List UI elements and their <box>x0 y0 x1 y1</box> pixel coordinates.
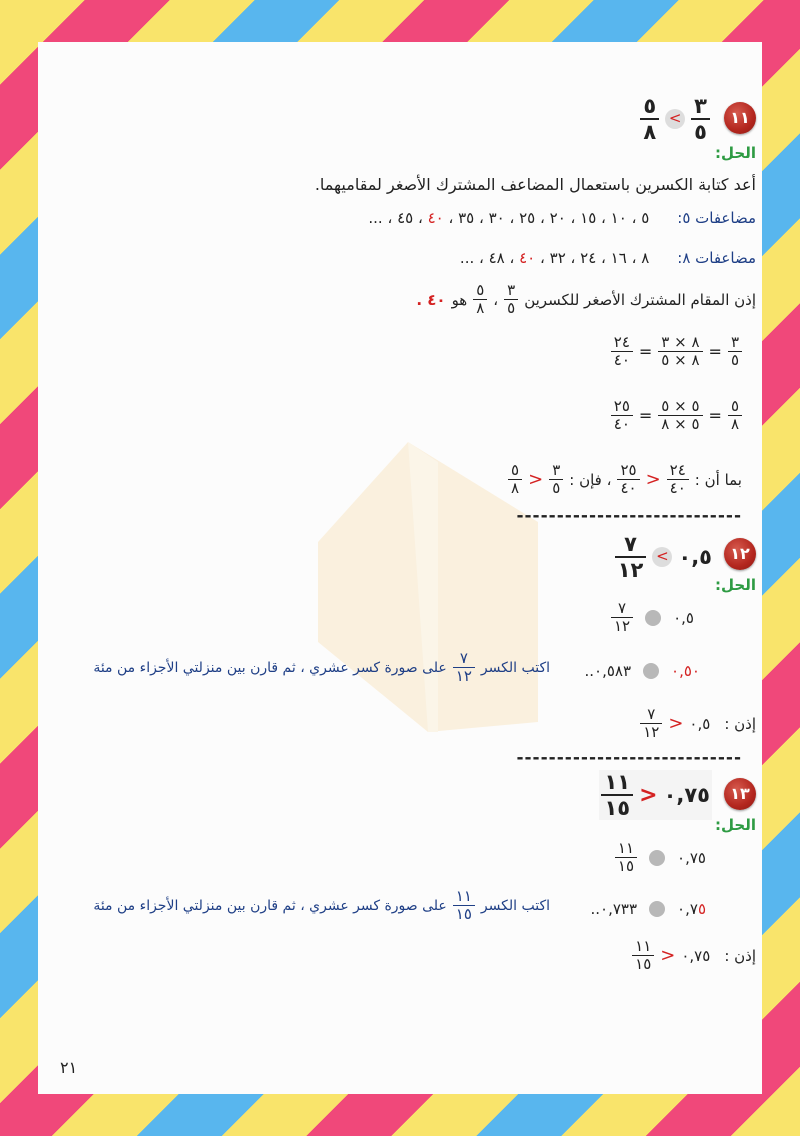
q12-header-decimal: ٠,٥ <box>678 545 712 570</box>
eq2-fraction-b: $\frac{٥ \times ٥}{٥ \times ٨}$ <box>658 398 702 434</box>
lcd-text: إذن المقام المشترك الأصغر للكسرين <box>524 290 756 309</box>
q12-header-fraction: $\frac{٧}{١٢}$ <box>615 532 647 582</box>
hint-fraction: $\frac{١١}{١٥}$ <box>453 888 475 924</box>
lcd-fraction-2: $\frac{٥}{٨}$ <box>473 282 487 318</box>
q11-multiples-of-5 <box>368 209 756 227</box>
worksheet-page <box>38 42 762 1094</box>
equals-sign: = <box>708 342 722 362</box>
question-number-badge: ١٣ <box>724 778 756 810</box>
q12-header-symbol: > <box>652 547 672 567</box>
q12-line1-fraction: $\frac{٧}{١٢}$ <box>611 600 633 636</box>
since-label: بما أن : <box>694 470 742 489</box>
q11-header-left-fraction: $\frac{٥}{٨}$ <box>640 94 659 144</box>
comparison-symbol: < <box>645 469 661 491</box>
since-fraction-1: $\frac{٢٤}{٤٠}$ <box>667 462 689 498</box>
q12-line2-decimal: ٠,٥٠ <box>671 662 700 680</box>
q11-header-symbol: > <box>665 109 685 129</box>
solution-label: الحل: <box>715 144 756 162</box>
eq1-fraction-c: $\frac{٢٤}{٤٠}$ <box>611 334 633 370</box>
conclusion-decimal: ٠,٧٥ <box>681 946 711 965</box>
q11-equation-2 <box>611 398 742 434</box>
empty-comparison-circle <box>643 663 659 679</box>
q13-line2-converted: ٠,٧٣٣.. <box>590 900 638 918</box>
section-divider: ---------------------------- <box>516 748 742 768</box>
solution-label: الحل: <box>715 816 756 834</box>
q13-line1-decimal: ٠,٧٥ <box>677 848 706 867</box>
q12-line2-converted: ٠,٥٨٣.. <box>584 662 632 680</box>
q11-lcd-statement <box>416 282 756 318</box>
q11-equation-1 <box>611 334 742 370</box>
q12-compare-line-2 <box>585 662 701 680</box>
comparison-symbol: < <box>668 713 684 735</box>
q12-conclusion <box>640 706 756 742</box>
hint-text: على صورة كسر عشري ، ثم قارن بين منزلتي الأجزاء من مئة <box>93 659 447 676</box>
q12-hint <box>93 650 550 686</box>
q12-line1-decimal: ٠,٥ <box>673 608 694 627</box>
equals-sign: = <box>638 406 653 426</box>
q11-instruction: أعد كتابة الكسرين باستعمال المضاعف المشترك الأصغر لمقاميهما. <box>314 175 756 194</box>
then-label: ، فإن : <box>569 470 612 489</box>
lcd-separator: ، <box>493 290 499 309</box>
question-number-badge: ١٢ <box>724 538 756 570</box>
then-fraction-2: $\frac{٥}{٨}$ <box>508 462 522 498</box>
q13-header-decimal: ٠,٧٥ <box>663 783 710 808</box>
section-divider: ---------------------------- <box>516 506 742 526</box>
then-fraction-1: $\frac{٣}{٥}$ <box>549 462 563 498</box>
eq2-fraction-c: $\frac{٢٥}{٤٠}$ <box>611 398 633 434</box>
conclusion-label: إذن : <box>724 714 756 733</box>
q12-compare-line-1 <box>611 600 694 636</box>
q13-hint <box>93 888 550 924</box>
question-number-badge: ١١ <box>724 102 756 134</box>
q13-header-comparison <box>599 770 712 820</box>
q11-header-right-fraction: $\frac{٣}{٥}$ <box>691 94 710 144</box>
lcd-value: ٤٠ . <box>416 290 446 309</box>
conclusion-decimal: ٠,٥ <box>689 714 711 733</box>
hint-prefix: اكتب الكسر <box>480 897 550 914</box>
multiples-5-label: مضاعفات ٥: <box>677 209 756 227</box>
page-number: ٢١ <box>60 1058 78 1077</box>
conclusion-fraction: $\frac{١١}{١٥}$ <box>632 938 654 974</box>
hint-prefix: اكتب الكسر <box>480 659 550 676</box>
q13-compare-line-2 <box>591 900 707 918</box>
multiples-8-label: مضاعفات ٨: <box>677 249 756 267</box>
q13-line2-decimal: ٠,٧٥ <box>677 900 706 918</box>
q13-compare-line-1 <box>615 840 706 876</box>
q13-line1-fraction: $\frac{١١}{١٥}$ <box>615 840 637 876</box>
conclusion-fraction: $\frac{٧}{١٢}$ <box>640 706 662 742</box>
conclusion-label: إذن : <box>724 946 756 965</box>
q13-header-fraction: $\frac{١١}{١٥}$ <box>601 770 633 820</box>
q11-multiples-of-8 <box>460 249 756 267</box>
lcd-fraction-1: $\frac{٣}{٥}$ <box>504 282 518 318</box>
multiples-8-values: ٨ ، ١٦ ، ٢٤ ، ٣٢ ، ٤٠ ، ٤٨ ، ... <box>459 249 650 267</box>
multiples-5-values: ٥ ، ١٠ ، ١٥ ، ٢٠ ، ٢٥ ، ٣٠ ، ٣٥ ، ٤٠ ، ٤٥ ، ... <box>368 209 650 227</box>
hint-text: على صورة كسر عشري ، ثم قارن بين منزلتي الأجزاء من مئة <box>93 897 447 914</box>
q13-header-symbol: < <box>639 782 658 808</box>
eq2-fraction-a: $\frac{٥}{٨}$ <box>728 398 742 434</box>
q11-conclusion <box>508 462 742 498</box>
equals-sign: = <box>638 342 653 362</box>
eq1-fraction-b: $\frac{٨ \times ٣}{٨ \times ٥}$ <box>658 334 702 370</box>
comparison-symbol: < <box>528 469 544 491</box>
empty-comparison-circle <box>649 850 665 866</box>
hint-fraction: $\frac{٧}{١٢}$ <box>453 650 475 686</box>
q11-header-comparison <box>640 94 710 144</box>
comparison-symbol: < <box>660 945 676 967</box>
equals-sign: = <box>708 406 722 426</box>
solution-label: الحل: <box>715 576 756 594</box>
lcd-is: هو <box>451 290 468 309</box>
empty-comparison-circle <box>645 610 661 626</box>
q13-conclusion <box>632 938 756 974</box>
q12-header-comparison <box>615 532 712 582</box>
empty-comparison-circle <box>649 901 665 917</box>
since-fraction-2: $\frac{٢٥}{٤٠}$ <box>617 462 639 498</box>
eq1-fraction-a: $\frac{٣}{٥}$ <box>728 334 742 370</box>
